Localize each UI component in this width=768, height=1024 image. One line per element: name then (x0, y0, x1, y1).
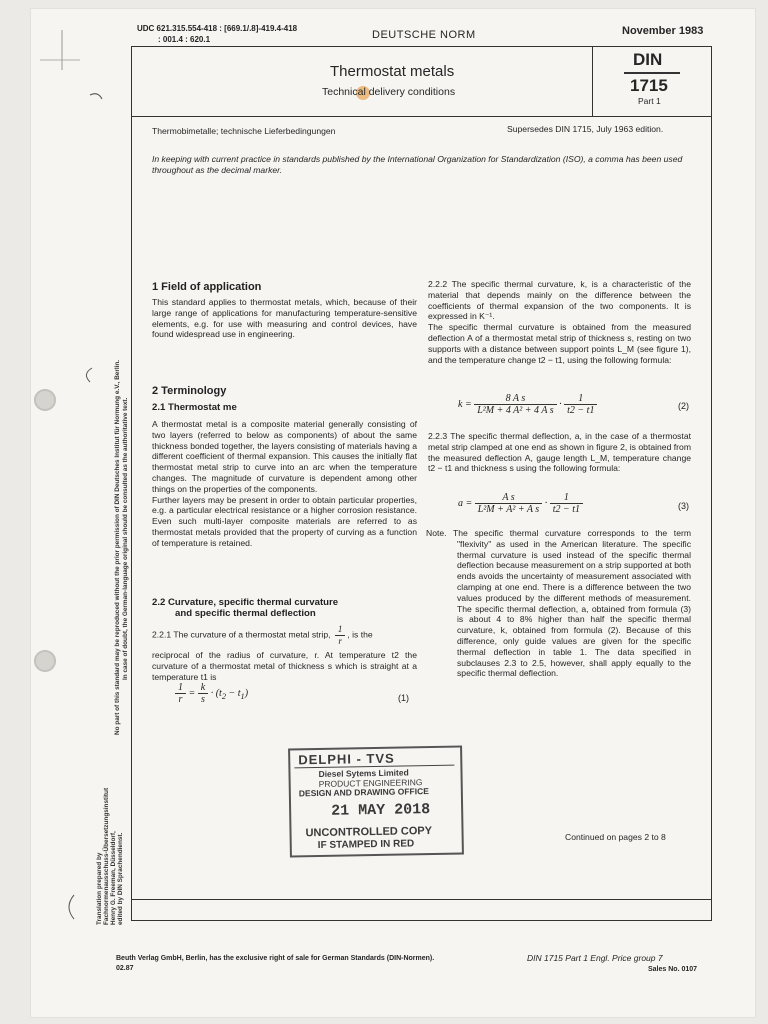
udc-line-2: : 001.4 : 620.1 (158, 35, 211, 44)
section-2-2-3-text: 2.2.3 The specific thermal deflection, a, in the case of a thermostat metal strip clamped at one end as shown in figure 2, is obtained from the measured deflection A, gauge length L_M, temperature change t2 − t1 and thickness s using the following formula: (428, 431, 691, 474)
section-1-text: This standard applies to thermostat metals, which, because of their large range of applications for manufacturing temperature-sensitive elements, e.g. for use with measuring and control devices, have found widespread use in engineering. (152, 297, 417, 340)
copyright-notice-2: In case of doubt, the German-language original should be consulted as the authoritative text. (122, 397, 129, 680)
translation-line-4: edited by DIN Sprachendienst. (117, 832, 124, 925)
stamp-line-5: UNCONTROLLED COPY (305, 825, 433, 840)
section-2-2-title-line-1: 2.2 Curvature, specific thermal curvature (152, 597, 339, 608)
stamp-line-3: PRODUCT ENGINEERING (318, 777, 423, 789)
translation-line-2: Fachnormenausschuss-Übersetzungsinstitut (103, 787, 110, 925)
deutsche-norm: DEUTSCHE NORM (372, 29, 476, 41)
section-2-title: 2 Terminology (152, 385, 227, 397)
part-label: Part 1 (638, 96, 661, 106)
german-title: Thermobimetalle; technische Lieferbedingungen (152, 126, 336, 136)
translation-line-3: Henry G. Freeman, Düsseldorf, (110, 831, 117, 925)
document-title: Thermostat metals (330, 63, 455, 80)
stamp-date: 21 MAY 2018 (331, 801, 431, 820)
section-2-2-1-text: reciprocal of the radius of curvature, r. At temperature t2 the curvature of a thermostat metal of thickness s which is straight at a temperature t1 is (152, 650, 417, 682)
section-2-2-title-line-2: and specific thermal deflection (175, 608, 316, 619)
header-divider (592, 46, 593, 116)
publisher-note: Beuth Verlag GmbH, Berlin, has the exclusive right of sale for German Standards (DIN-Normen). (116, 955, 435, 962)
document-subtitle: Technical delivery conditions (322, 86, 456, 98)
section-2-2-1-intro: 2.2.1 The curvature of a thermostat metal strip, $\frac{1}{r}$ , is the (152, 624, 373, 646)
footer-reference: DIN 1715 Part 1 Engl. Price group 7 (527, 953, 663, 963)
section-2-2-2-text: 2.2.2 The specific thermal curvature, k, is a characteristic of the material that depends mainly on the difference between the coefficients of thermal expansion of the two components. It is expressed in K⁻¹. The specific thermal curvature is obtained from the measured deflection A of a thermostat metal strip of thickness s, resting on two supports with a distance between support points L_M (see figure 1), and the temperature change t2 − t1, using the following formula: (428, 279, 691, 365)
terminology-note: Note. The specific thermal curvature corresponds to the term "flexivity" as used in the American literature. The specific thermal curvature is used instead of the specific thermal deflection because measurement on a strip supported at both ends avoids the uncertainty of measurement associated with clamping at one end. There is a difference between the two values produced by the different methods of measurement. The specific thermal deflection, a, obtained from formula (3) is about 4 to 8% higher than half the specific thermal curvature, k, obtained from formula (2). Because of this difference, only guide values are given for the specific thermal deflection in table 1. The data specified in subclauses 2.3 to 2.5, however, shall apply equally to the specific thermal deflection. (426, 528, 691, 679)
stamp-line-6: IF STAMPED IN RED (317, 838, 415, 852)
iso-decimal-note: In keeping with current practice in standards published by the International Organization for Standardization (ISO), a comma has been used throughout as the decimal marker. (152, 154, 683, 175)
din-label: DIN (633, 50, 663, 69)
footer-line (131, 899, 712, 900)
footer-code: 02.87 (116, 965, 134, 972)
equation-1-number: (1) (398, 693, 409, 703)
section-2-1-title: 2.1 Thermostat me (152, 402, 237, 413)
equation-1: $\frac{1}{r}$ = $\frac{k}{s}$ · $(t_2 - t_1)$ (175, 682, 248, 705)
stamp-line-2: Diesel Sytems Limited (318, 767, 409, 779)
equation-3: a = $\frac{\text{A s}}{\text{L²M + A² + A s}}$ · $\frac{1}{t2 - t1}$ (458, 492, 583, 515)
supersedes-note: Supersedes DIN 1715, July 1963 edition. (507, 124, 664, 134)
copyright-notice-1: No part of this standard may be reproduced without the prior permission of DIN Deutsches Institut für Normung e.V., Berlin. (114, 359, 121, 735)
udc-line-1: UDC 621.315.554-418 : [669.1/.8]-419.4-418 (137, 24, 298, 33)
din-number: 1715 (630, 76, 668, 95)
sales-number: Sales No. 0107 (648, 966, 698, 973)
curvature-fraction: $\frac{1}{r}$ (335, 624, 346, 647)
stamp-line-4: DESIGN AND DRAWING OFFICE (298, 786, 429, 799)
section-1-title: 1 Field of application (152, 281, 262, 293)
section-2-1-text: A thermostat metal is a composite material generally consisting of two layers (referred to below as components) of about the same thickness bonded together, the layers consisting of materials having a different coefficient of thermal expansion. This causes the initially flat thermostat metal strip to curve into an arc when the temperature changes. The magnitude of curvature is dependent among other things on the properties of the components. Further layers may be present in order to obtain particular properties, e.g. a particular electrical resistance or a higher corrosion resistance. Even such multi-layer composite materials are referred to as thermostat metals provided that the property of curving as a function of temperature is retained. (152, 419, 417, 548)
continued-note: Continued on pages 2 to 8 (565, 832, 666, 842)
equation-2-number: (2) (678, 401, 689, 411)
delphi-stamp (288, 745, 464, 857)
translation-line-1: Translation prepared by (96, 852, 103, 925)
stamp-line-1: DELPHI - TVS (298, 750, 395, 768)
equation-3-number: (3) (678, 501, 689, 511)
punch-hole-bottom (34, 650, 56, 672)
punch-hole-top (34, 389, 56, 411)
din-underline (624, 72, 680, 74)
equation-2: k = $\frac{\text{8 A s}}{\text{L²M + 4 A² + 4 A s}}$ · $\frac{1}{t2 - t1}$ (458, 393, 597, 416)
header-bottom-line (131, 116, 712, 117)
issue-date: November 1983 (622, 25, 704, 37)
